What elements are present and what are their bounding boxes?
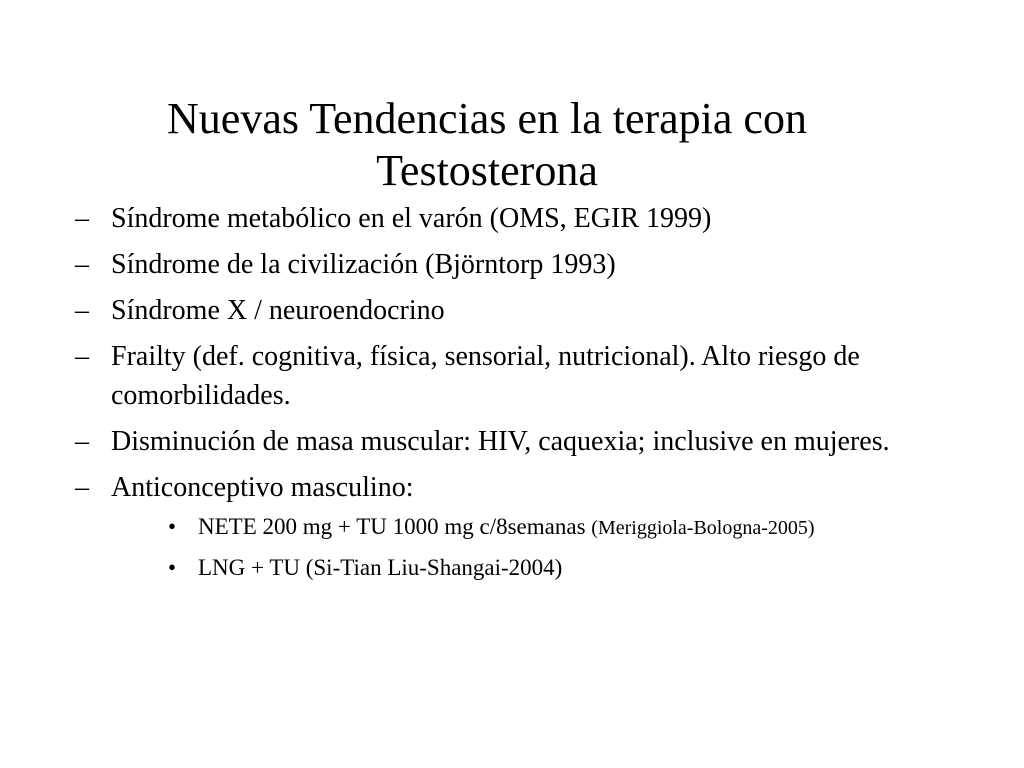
dash-marker: –	[75, 472, 89, 503]
dash-marker: –	[75, 203, 89, 234]
bullet-marker: •	[168, 514, 177, 539]
sub-bullet-list	[111, 510, 955, 585]
sub-list-item-reference: (Meriggiola-Bologna-2005)	[591, 517, 815, 539]
list-item	[75, 245, 955, 284]
list-item	[75, 291, 955, 330]
list-item	[75, 337, 955, 415]
sub-list-item	[168, 510, 955, 545]
dash-marker: –	[75, 249, 89, 280]
list-item	[75, 468, 955, 585]
list-item	[75, 199, 955, 238]
list-item-text: Síndrome metabólico en el varón (OMS, EGIR 1999)	[111, 203, 712, 234]
sub-list-item-text: NETE 200 mg + TU 1000 mg c/8semanas	[198, 514, 586, 539]
bullet-marker: •	[168, 555, 177, 580]
dash-marker: –	[75, 341, 89, 372]
list-item-text: Disminución de masa muscular: HIV, caquexia; inclusive en mujeres.	[111, 426, 890, 457]
bullet-list	[75, 199, 955, 592]
list-item-text: Frailty (def. cognitiva, física, sensorial, nutricional). Alto riesgo de comorbilidades.	[111, 341, 860, 411]
list-item-text: Síndrome X / neuroendocrino	[111, 295, 445, 326]
list-item-text: Síndrome de la civilización (Björntorp 1993)	[111, 249, 616, 280]
list-item	[75, 422, 955, 461]
sub-list-item-text: LNG + TU (Si-Tian Liu-Shangai-2004)	[198, 555, 563, 580]
title-line-1: Nuevas Tendencias en la terapia con	[167, 94, 807, 143]
list-item-text: Anticonceptivo masculino:	[111, 472, 414, 503]
title-line-2: Testosterona	[376, 146, 598, 195]
dash-marker: –	[75, 426, 89, 457]
sub-list-item	[168, 551, 955, 585]
slide-title	[0, 93, 974, 197]
dash-marker: –	[75, 295, 89, 326]
